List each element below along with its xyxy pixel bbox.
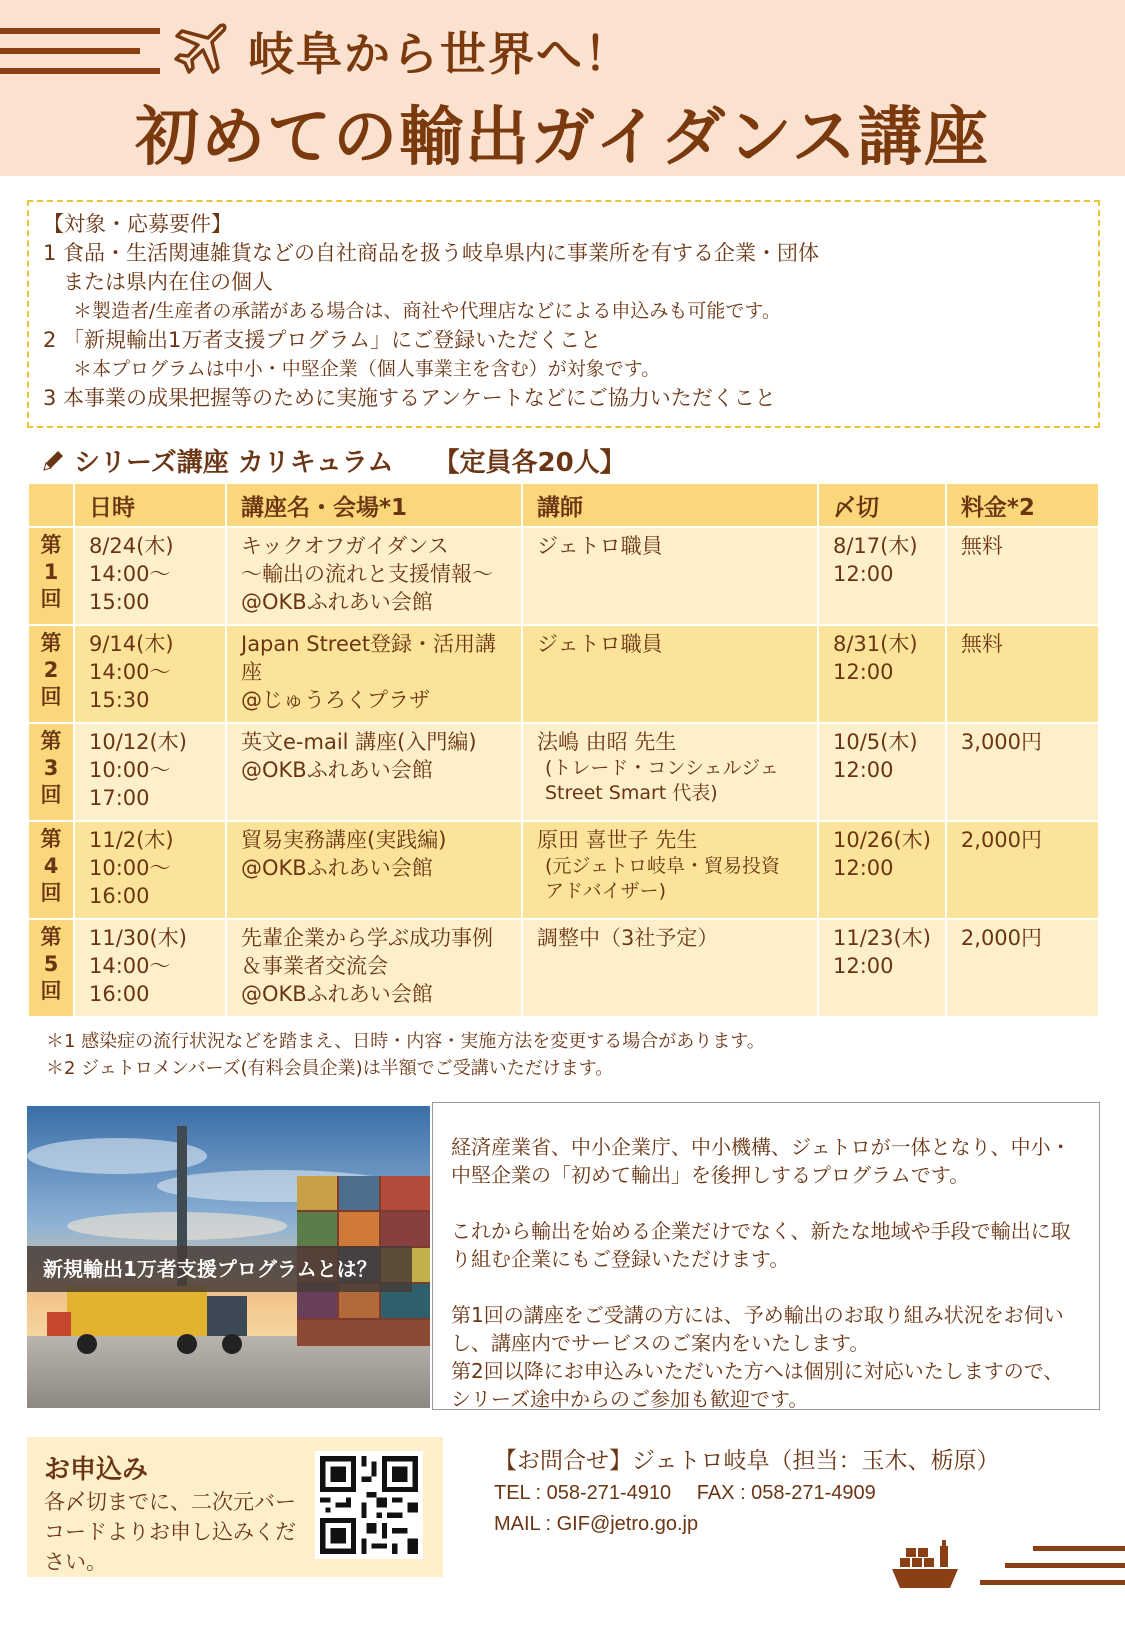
session-deadline: 8/17(木) 12:00 [819,528,945,624]
session-course: キックオフガイダンス 〜輸出の流れと支援情報〜 @OKBふれあい会館 [227,528,521,624]
requirement-1-note: ＊製造者/生産者の承諾がある場合は、商社や代理店などによる申込みも可能です。 [73,300,781,322]
program-paragraph-2: これから輸出を始める企業だけでなく、新たな地域や手段で輸出に取り組む企業にもご登録いただけます。 [451,1219,1071,1271]
header-decorative-lines [0,28,160,88]
session-lecturer: 法嶋 由昭 先生 (トレード・コンシェルジェ Street Smart 代表) [523,724,817,820]
session-course: Japan Street登録・活用講座 @じゅうろくプラザ [227,626,521,722]
requirement-1-continued: または県内在住の個人 [63,270,273,294]
session-fee: 2,000円 [947,822,1098,918]
session-fee: 無料 [947,528,1098,624]
footer-decorative-lines [980,1546,1125,1597]
table-row [29,528,1098,624]
apply-title: お申込み [44,1455,149,1485]
session-lecturer: ジェトロ職員 [523,528,817,624]
table-notes [46,1028,765,1082]
session-fee: 無料 [947,626,1098,722]
header-cell-number [29,484,73,526]
table-row [29,920,1098,1016]
session-deadline: 11/23(木) 12:00 [819,920,945,1016]
apply-instructions: 各〆切までに、二次元バーコードよりお申し込みください。 [44,1490,296,1574]
curriculum-table [27,482,1100,1018]
contact-email[interactable]: MAIL : GIF@jetro.go.jp [494,1513,699,1535]
qr-code[interactable] [315,1451,423,1559]
cargo-ship-icon [890,1540,960,1592]
table-row [29,724,1098,820]
session-number: 第 1 回 [29,528,73,624]
program-paragraph-4: 第2回以降にお申込みいただいた方へは個別に対応いたしますので、シリーズ途中からのご参加も歓迎です。 [451,1359,1064,1411]
table-header-row [29,484,1098,526]
session-number: 第 2 回 [29,626,73,722]
airplane-icon [168,18,232,82]
session-datetime: 10/12(木) 10:00〜17:00 [75,724,225,820]
header-cell-course: 講座名・会場*1 [227,484,521,526]
session-deadline: 10/26(木) 12:00 [819,822,945,918]
session-course: 英文e-mail 講座(入門編) @OKBふれあい会館 [227,724,521,820]
contact-info [494,1444,1000,1540]
pencil-icon [40,448,66,474]
session-lecturer: 調整中（3社予定） [523,920,817,1016]
page-title: 初めての輸出ガイダンス講座 [135,101,990,175]
contact-title: 【お問合せ】ジェトロ岐阜（担当：玉木、栃原） [494,1448,1000,1474]
session-number: 第 3 回 [29,724,73,820]
requirement-2-note: ＊本プログラムは中小・中堅企業（個人事業主を含む）が対象です。 [73,358,661,380]
program-photo-label: 新規輸出1万者支援プログラムとは？ [27,1246,412,1292]
header-cell-date: 日時 [75,484,225,526]
curriculum-heading [40,442,626,479]
program-description [432,1102,1100,1410]
session-datetime: 8/24(木) 14:00〜15:00 [75,528,225,624]
contact-phone-fax: TEL : 058-271-4910 FAX : 058-271-4909 [494,1482,876,1504]
note-1: ＊1 感染症の流行状況などを踏まえ、日時・内容・実施方法を変更する場合があります。 [46,1031,765,1052]
header-cell-deadline: 〆切 [819,484,945,526]
session-deadline: 8/31(木) 12:00 [819,626,945,722]
shipping-containers-photo [27,1106,430,1408]
session-datetime: 11/30(木) 14:00〜16:00 [75,920,225,1016]
table-row [29,626,1098,722]
header-cell-lecturer: 講師 [523,484,817,526]
session-course: 貿易実務講座(実践編) @OKBふれあい会館 [227,822,521,918]
session-lecturer: 原田 喜世子 先生 (元ジェトロ岐阜・貿易投資 アドバイザー) [523,822,817,918]
session-fee: 3,000円 [947,724,1098,820]
requirement-3: 3 本事業の成果把握等のために実施するアンケートなどにご協力いただくこと [43,386,776,410]
apply-box [27,1437,443,1577]
header-subtitle: 岐阜から世界へ！ [248,27,632,81]
session-deadline: 10/5(木) 12:00 [819,724,945,820]
table-row [29,822,1098,918]
session-datetime: 11/2(木) 10:00〜16:00 [75,822,225,918]
program-paragraph-1: 経済産業省、中小企業庁、中小機構、ジェトロが一体となり、中小・中堅企業の「初めて輸出」を後押しするプログラムです。 [451,1135,1071,1187]
session-lecturer: ジェトロ職員 [523,626,817,722]
session-number: 第 4 回 [29,822,73,918]
note-2: ＊2 ジェトロメンバーズ(有料会員企業)は半額でご受講いただけます。 [46,1058,614,1079]
capacity-label: 【定員各20人】 [433,448,626,478]
program-paragraph-3: 第1回の講座をご受講の方には、予め輸出のお取り組み状況をお伺いし、講座内でサービスのご案内をいたします。 [451,1303,1064,1355]
session-datetime: 9/14(木) 14:00〜15:30 [75,626,225,722]
session-fee: 2,000円 [947,920,1098,1016]
session-number: 第 5 回 [29,920,73,1016]
session-course: 先輩企業から学ぶ成功事例 ＆事業者交流会 @OKBふれあい会館 [227,920,521,1016]
requirements-heading: 【対象・応募要件】 [43,212,232,236]
header-banner [0,0,1125,176]
curriculum-title: シリーズ講座 カリキュラム [74,448,394,478]
requirement-2: 2 「新規輸出1万者支援プログラム」にご登録いただくこと [43,328,602,352]
header-cell-fee: 料金*2 [947,484,1098,526]
requirements-box [27,200,1100,428]
requirement-1: 1 食品・生活関連雑貨などの自社商品を扱う岐阜県内に事業所を有する企業・団体 [43,241,820,265]
